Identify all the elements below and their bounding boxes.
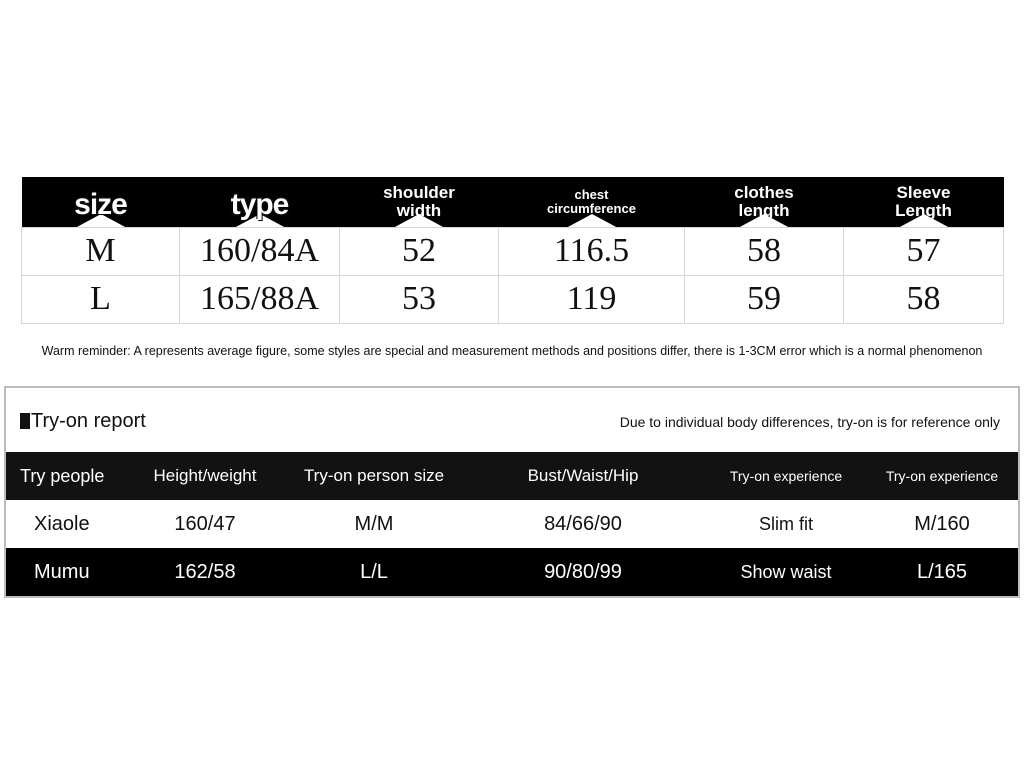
- shoulder-header-cell: [340, 177, 499, 227]
- table-row: [22, 227, 1004, 275]
- chest-cell: 119: [499, 275, 685, 323]
- table-row: [6, 500, 1018, 548]
- chest-header-cell: [499, 177, 685, 227]
- table-row: [6, 548, 1018, 596]
- report-title-text: Try-on report: [31, 410, 146, 432]
- column-header: Try-on experience: [706, 452, 866, 500]
- height-weight-cell: 162/58: [122, 548, 288, 596]
- try-on-table: [6, 452, 1018, 596]
- type-header-cell: [180, 177, 340, 227]
- warm-reminder-text: Warm reminder: A represents average figure, some styles are special and measurement methods and positions differ, there is 1-3CM error which is a normal phenomenon: [41, 344, 983, 358]
- shoulder-cell: 53: [340, 275, 499, 323]
- chest-cell: 116.5: [499, 227, 685, 275]
- column-header: Try-on person size: [288, 452, 460, 500]
- person-name: Mumu: [6, 548, 122, 596]
- sleeve-header-cell: [844, 177, 1004, 227]
- try-on-header-row: [6, 452, 1018, 500]
- length-cell: 58: [685, 227, 844, 275]
- length-header-line1: clothes: [734, 182, 794, 202]
- size-cell: M: [22, 227, 180, 275]
- size-cell: L: [22, 275, 180, 323]
- height-weight-cell: 160/47: [174, 512, 236, 535]
- shoulder-header-line2: width: [396, 200, 442, 220]
- experience-cell: L/165: [866, 548, 1018, 596]
- chest-header-line2: circumference: [547, 200, 636, 216]
- report-title: [20, 410, 146, 433]
- type-cell: 165/88A: [180, 275, 340, 323]
- column-header: Try people: [6, 452, 122, 500]
- size-chart-header-row: [22, 177, 1004, 227]
- sleeve-cell: 57: [844, 227, 1004, 275]
- length-header-line2: length: [738, 200, 790, 220]
- person-size-cell: L/L: [288, 548, 460, 596]
- size-chart-table: [21, 177, 1004, 324]
- column-header: Bust/Waist/Hip: [460, 452, 706, 500]
- table-row: [22, 275, 1004, 323]
- try-on-report-header: [6, 388, 1018, 452]
- column-header: Height/weight: [122, 452, 288, 500]
- shoulder-header-line1: shoulder: [383, 182, 455, 202]
- column-header: Try-on experience: [866, 452, 1018, 500]
- sleeve-header-line2: Length: [895, 200, 952, 220]
- size-header-label: size: [74, 188, 127, 221]
- person-size-cell: M/M: [354, 512, 394, 535]
- person-name: Xiaole: [34, 512, 90, 535]
- title-marker-icon: [20, 413, 30, 429]
- try-on-report-panel: [4, 386, 1020, 598]
- experience-cell: Slim fit: [759, 513, 813, 534]
- length-cell: 59: [685, 275, 844, 323]
- report-disclaimer: Due to individual body differences, try-on is for reference only: [619, 414, 1000, 430]
- sleeve-cell: 58: [844, 275, 1004, 323]
- type-cell: 160/84A: [180, 227, 340, 275]
- sleeve-header-line1: Sleeve: [896, 182, 951, 202]
- type-header-label: type: [230, 188, 289, 221]
- bust-waist-hip-cell: 84/66/90: [544, 512, 622, 535]
- experience-cell: Show waist: [706, 548, 866, 596]
- shoulder-cell: 52: [340, 227, 499, 275]
- size-header-cell: [22, 177, 180, 227]
- experience-cell: M/160: [914, 512, 970, 535]
- length-header-cell: [685, 177, 844, 227]
- chest-header-line1: chest: [574, 187, 609, 203]
- bust-waist-hip-cell: 90/80/99: [460, 548, 706, 596]
